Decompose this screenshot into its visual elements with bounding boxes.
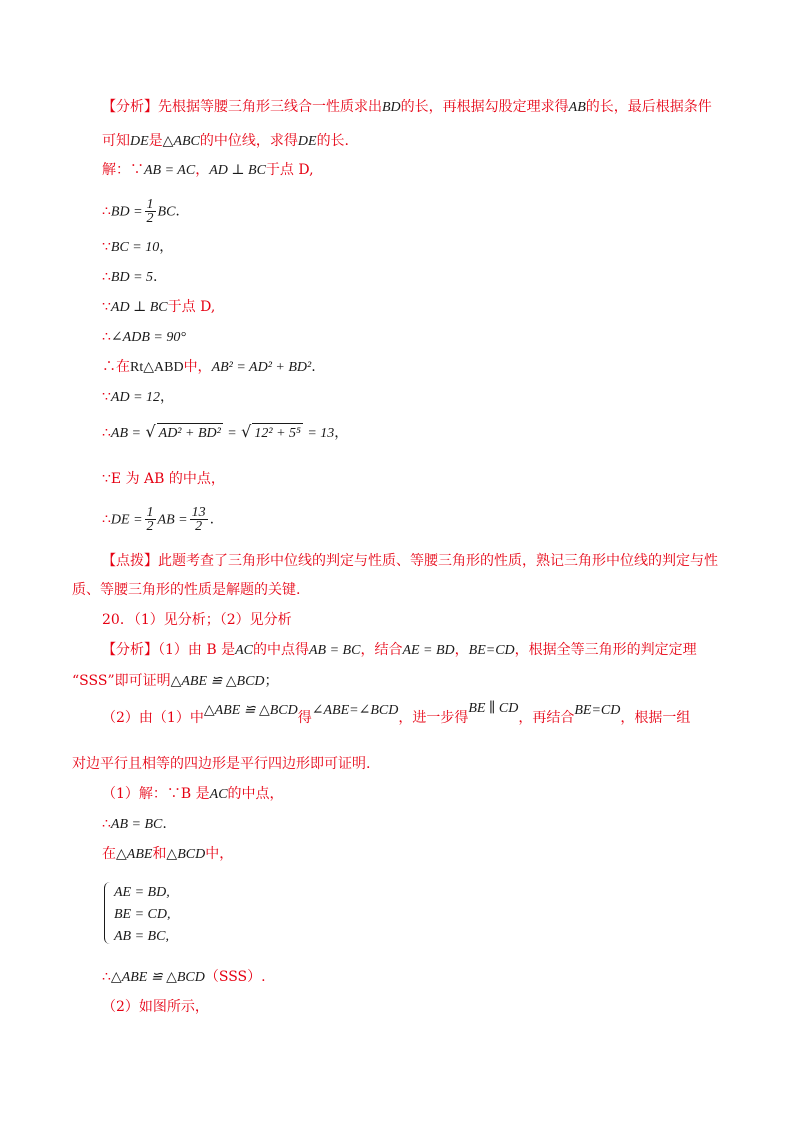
fraction-denominator: 2 — [146, 519, 154, 534]
analysis-text: 可知 — [102, 133, 130, 149]
step-text: ， — [334, 425, 349, 441]
step-text: ， — [159, 239, 174, 255]
point-line-1 — [102, 551, 718, 571]
analysis-text: ，根据一组 — [620, 710, 691, 726]
analysis-text: ，再结合 — [518, 710, 575, 726]
fraction-numerator: 13 — [191, 505, 206, 520]
analysis-text: 的长，最后根据条件 — [585, 99, 712, 115]
fraction — [145, 506, 156, 533]
solution-step — [102, 469, 225, 489]
math-term: BD = — [110, 204, 143, 220]
analysis-text: ，结合 — [360, 642, 403, 658]
step-text: （2）如图所示， — [102, 999, 209, 1015]
solution-step — [102, 198, 180, 225]
step-text: ∴在 — [102, 359, 130, 375]
radicand: AD² + BD² — [157, 423, 223, 444]
radicand: 12² + 5⁵ — [252, 423, 303, 444]
math-term: BD — [382, 100, 401, 115]
math-term: BD = 5 — [110, 270, 154, 285]
solution-step — [102, 237, 173, 258]
math-term: BC — [157, 204, 176, 220]
q20-analysis-line-1 — [102, 640, 697, 661]
analysis-text: 的中位线，求得 — [199, 133, 298, 149]
step-text: . — [153, 269, 158, 285]
step-text: . — [311, 359, 316, 375]
therefore-symbol: ∴ — [102, 425, 111, 441]
analysis-text: 是 — [148, 133, 163, 149]
analysis-text: 的长. — [316, 133, 350, 149]
math-term: = — [227, 426, 237, 441]
math-term: AB = BC — [309, 643, 361, 658]
therefore-symbol: ∴ — [102, 511, 111, 528]
therefore-symbol: ∴ — [102, 816, 111, 832]
math-term: AB² = AD² + BD² — [211, 360, 312, 375]
q20-analysis-line-2 — [72, 671, 279, 692]
solution-step — [102, 267, 157, 288]
therefore-symbol: ∴ — [102, 269, 111, 285]
q20-proof-step — [102, 784, 284, 805]
equation-system-row — [114, 904, 171, 926]
fraction-numerator: 1 — [146, 505, 154, 520]
because-symbol: ∵ — [102, 299, 111, 315]
fraction-denominator: 2 — [146, 211, 154, 226]
math-term: ∠ADB = 90° — [110, 330, 186, 345]
solution-step — [102, 357, 316, 378]
math-term: BE ∥ CD — [468, 701, 519, 716]
analysis-text: ，进一步得 — [398, 710, 469, 726]
radical-icon: √ — [145, 422, 156, 441]
therefore-symbol: ∴ — [102, 969, 111, 985]
q20-proof-step — [102, 997, 209, 1017]
analysis-text: 对边平行且相等的四边形是平行四边形即可证明. — [72, 756, 371, 772]
math-term: BC = 10 — [110, 240, 160, 255]
math-term: BE=CD — [574, 703, 621, 718]
step-text: ， — [195, 162, 210, 178]
math-term: AC — [209, 787, 228, 802]
analysis-text: ； — [264, 673, 279, 689]
q20-proof-step — [102, 814, 167, 835]
analysis-text: ， — [454, 642, 469, 658]
step-text: 中， — [183, 359, 212, 375]
math-term: AE = BD — [402, 643, 455, 658]
step-text: . — [162, 816, 167, 832]
math-term: △ABC — [162, 134, 200, 149]
math-term: △ABE ≌ △BCD — [203, 703, 298, 718]
step-text: . — [209, 511, 215, 528]
step-text: 中， — [205, 846, 234, 862]
step-text: 的中点， — [227, 786, 284, 802]
solution-step — [102, 506, 214, 533]
math-term: ∠ABE=∠BCD — [311, 703, 399, 718]
analysis-text: 【分析】（1）由 B 是 — [102, 642, 236, 658]
point-text: 质、等腰三角形的性质是解题的关键. — [72, 582, 301, 598]
analysis-text: 的长，再根据勾股定理求得 — [400, 99, 569, 115]
step-text: （1）解：∵B 是 — [102, 786, 210, 802]
math-term: AB = BC — [110, 817, 163, 832]
point-line-2 — [72, 580, 300, 600]
solution-step — [102, 297, 215, 318]
step-text: . — [175, 203, 180, 220]
analysis-text: 【分析】先根据等腰三角形三线合一性质求出 — [102, 99, 382, 115]
step-text: （SSS）. — [204, 969, 266, 985]
math-term: AD ⊥ BC — [110, 300, 168, 315]
analysis-line-2 — [102, 131, 349, 152]
therefore-symbol: ∴ — [102, 329, 111, 345]
equation: BE = CD, — [114, 907, 171, 922]
solution-step — [102, 327, 186, 348]
system-brace — [104, 882, 111, 944]
math-term: BE=CD — [468, 643, 515, 658]
analysis-text: “SSS”即可证明 — [72, 673, 171, 689]
step-text: 在 — [102, 846, 116, 862]
math-term: DE — [297, 134, 317, 149]
q20-analysis-line-3 — [102, 701, 691, 729]
math-term: AB = AC — [144, 163, 196, 178]
math-term: △ABE ≌ △BCD — [170, 674, 265, 689]
analysis-text: （2）由（1）中 — [102, 710, 204, 726]
math-term: AB = — [157, 512, 188, 528]
therefore-symbol: ∴ — [102, 203, 111, 220]
q20-proof-step — [102, 844, 233, 865]
math-term: AB — [568, 100, 586, 115]
solution-step — [102, 422, 348, 444]
step-label: 解：∵ — [102, 162, 144, 178]
radical-icon: √ — [241, 422, 252, 441]
step-text: ， — [160, 389, 175, 405]
analysis-text: ，根据全等三角形的判定定理 — [514, 642, 697, 658]
solution-step — [102, 387, 174, 408]
math-term: DE = — [110, 512, 143, 528]
q20-proof-step — [102, 967, 266, 988]
math-term: AC — [235, 643, 253, 658]
question-header — [102, 610, 292, 630]
fraction-numerator: 1 — [146, 197, 154, 212]
step-text: 于点 D, — [167, 299, 216, 315]
point-text: 【点拨】此题考查了三角形中位线的判定与性质、等腰三角形的性质，熟记三角形中位线的判定与性 — [102, 553, 718, 569]
fraction-denominator: 2 — [195, 519, 203, 534]
math-term: △ABE — [116, 847, 153, 862]
math-term: = 13 — [307, 426, 335, 441]
analysis-line-1 — [102, 97, 712, 118]
q20-analysis-line-4 — [72, 754, 370, 774]
solution-step — [102, 160, 314, 181]
math-term: △ABE ≌ △BCD — [110, 970, 205, 985]
math-term: AD = 12 — [110, 390, 161, 405]
step-text: ∵E 为 AB 的中点， — [102, 471, 225, 487]
math-term: AD ⊥ BC — [209, 163, 266, 178]
step-text: 和 — [152, 846, 167, 862]
math-term: DE — [130, 134, 149, 149]
math-term: △BCD — [166, 847, 206, 862]
question-title: 20．（1）见分析；（2）见分析 — [102, 612, 292, 628]
step-text: 于点 D, — [265, 162, 314, 178]
fraction — [145, 198, 156, 225]
math-term: AB = — [110, 426, 141, 441]
analysis-text: 得 — [297, 710, 312, 726]
analysis-text: 的中点得 — [253, 642, 309, 658]
equation: AE = BD, — [114, 885, 170, 900]
equation-system-row — [114, 882, 170, 904]
because-symbol: ∵ — [102, 239, 111, 255]
equation-system-row — [114, 926, 169, 948]
fraction — [190, 506, 208, 533]
math-term: Rt△ABD — [130, 360, 184, 375]
equation: AB = BC, — [114, 929, 169, 944]
because-symbol: ∵ — [102, 389, 111, 405]
